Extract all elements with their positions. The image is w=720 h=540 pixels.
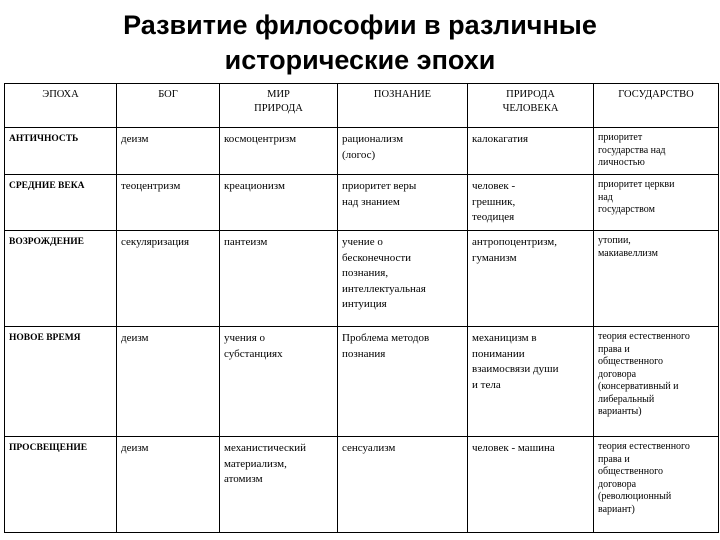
table-cell <box>117 175 220 231</box>
cell-line: познания <box>342 347 386 360</box>
epoch-cell: НОВОЕ ВРЕМЯ <box>5 327 117 437</box>
table-cell <box>594 128 719 175</box>
cell-line: материализм, <box>224 457 287 470</box>
table-cell <box>468 327 594 437</box>
column-header-line: ПОЗНАНИЕ <box>373 89 432 100</box>
column-header-line: ЧЕЛОВЕКА <box>502 103 559 114</box>
cell-line: учения о <box>224 332 265 344</box>
cell-line: права и <box>598 453 630 465</box>
cell-line: космоцентризм <box>224 133 297 145</box>
cell-line: рационализм <box>342 133 404 145</box>
cell-line: теория естественного <box>598 441 690 452</box>
cell-line: понимании <box>472 347 525 360</box>
column-header-line: ЭПОХА <box>42 89 79 100</box>
cell-line: (логос) <box>342 148 376 161</box>
column-header-line: МИР <box>267 89 290 100</box>
cell-line: теоцентризм <box>121 180 181 192</box>
table-cell <box>594 327 719 437</box>
cell-line: над <box>598 191 613 203</box>
cell-line: права и <box>598 343 630 355</box>
cell-line: деизм <box>121 332 149 344</box>
cell-line: креационизм <box>224 180 285 192</box>
cell-line: вариант) <box>598 503 635 515</box>
table-cell <box>117 231 220 327</box>
table-cell <box>594 175 719 231</box>
table-cell <box>117 437 220 533</box>
table-cell <box>338 437 468 533</box>
table-cell <box>220 327 338 437</box>
cell-line: механицизм в <box>472 332 537 344</box>
cell-line: над знанием <box>342 195 400 208</box>
header-epoch <box>5 84 117 128</box>
table-row <box>5 327 719 437</box>
cell-line: договора <box>598 478 637 490</box>
cell-line: атомизм <box>224 473 263 485</box>
table-row <box>5 175 719 231</box>
column-header-line: БОГ <box>158 89 178 100</box>
cell-line: приоритет <box>598 132 643 143</box>
cell-line: пантеизм <box>224 236 268 248</box>
table-cell <box>468 175 594 231</box>
table-cell <box>117 128 220 175</box>
cell-line: человек - <box>472 180 516 192</box>
header-state <box>594 84 719 128</box>
epoch-cell: АНТИЧНОСТЬ <box>5 128 117 175</box>
table-header-row <box>5 84 719 128</box>
cell-line: общественного <box>598 356 663 367</box>
cell-line: теодицея <box>472 211 515 223</box>
cell-line: утопии, <box>598 235 631 246</box>
column-header-line: ПРИРОДА <box>254 103 303 114</box>
cell-line: либеральный <box>598 393 655 405</box>
cell-line: познания, <box>342 267 389 279</box>
philosophy-epochs-table <box>4 83 719 533</box>
cell-line: антропоцентризм, <box>472 236 557 248</box>
cell-line: макиавеллизм <box>598 247 658 259</box>
page-title <box>0 8 720 78</box>
header-cognition <box>338 84 468 128</box>
cell-line: общественного <box>598 466 663 477</box>
cell-line: государством <box>598 204 655 215</box>
table-cell <box>220 231 338 327</box>
table-cell <box>338 128 468 175</box>
cell-line: грешник, <box>472 195 516 208</box>
cell-line: субстанциях <box>224 347 283 360</box>
page-title-line-1: Развитие философии в различные <box>123 10 597 40</box>
table-cell <box>220 437 338 533</box>
cell-line: договора <box>598 368 637 380</box>
header-god <box>117 84 220 128</box>
cell-line: гуманизм <box>472 251 517 264</box>
cell-line: бесконечности <box>342 251 412 264</box>
cell-line: личностью <box>598 157 645 168</box>
table-row <box>5 437 719 533</box>
cell-line: интуиция <box>342 298 387 310</box>
epoch-cell: ВОЗРОЖДЕНИЕ <box>5 231 117 327</box>
cell-line: приоритет веры <box>342 180 417 192</box>
cell-line: механистический <box>224 442 306 454</box>
cell-line: Проблема методов <box>342 332 430 344</box>
table-cell <box>220 175 338 231</box>
cell-line: (революционный <box>598 491 672 502</box>
table-cell <box>220 128 338 175</box>
cell-line: деизм <box>121 133 149 145</box>
table-cell <box>117 327 220 437</box>
cell-line: (консервативный и <box>598 381 679 392</box>
cell-line: государства над <box>598 144 666 156</box>
cell-line: деизм <box>121 442 149 454</box>
cell-line: человек - машина <box>472 442 555 454</box>
table-cell <box>338 231 468 327</box>
cell-line: приоритет церкви <box>598 179 675 190</box>
table-cell <box>338 327 468 437</box>
cell-line: и тела <box>472 378 501 391</box>
column-header-line: ГОСУДАРСТВО <box>618 89 694 100</box>
cell-line: сенсуализм <box>342 442 396 454</box>
cell-line: калокагатия <box>472 133 529 145</box>
cell-line: секуляризация <box>121 236 190 248</box>
table-cell <box>594 231 719 327</box>
column-header-line: ПРИРОДА <box>506 89 555 100</box>
page-title-line-2: исторические эпохи <box>224 45 496 75</box>
cell-line: интеллектуальная <box>342 282 426 295</box>
cell-line: взаимосвязи души <box>472 363 559 375</box>
header-human-nature <box>468 84 594 128</box>
table-body <box>5 128 719 533</box>
table-cell <box>338 175 468 231</box>
header-world-nature <box>220 84 338 128</box>
table-cell <box>468 128 594 175</box>
epoch-cell: СРЕДНИЕ ВЕКА <box>5 175 117 231</box>
table-cell <box>468 437 594 533</box>
table-cell <box>594 437 719 533</box>
cell-line: варианты) <box>598 406 642 417</box>
table-row <box>5 128 719 175</box>
table-row <box>5 231 719 327</box>
cell-line: теория естественного <box>598 331 690 342</box>
cell-line: учение о <box>342 236 383 248</box>
table-cell <box>468 231 594 327</box>
epoch-cell: ПРОСВЕЩЕНИЕ <box>5 437 117 533</box>
